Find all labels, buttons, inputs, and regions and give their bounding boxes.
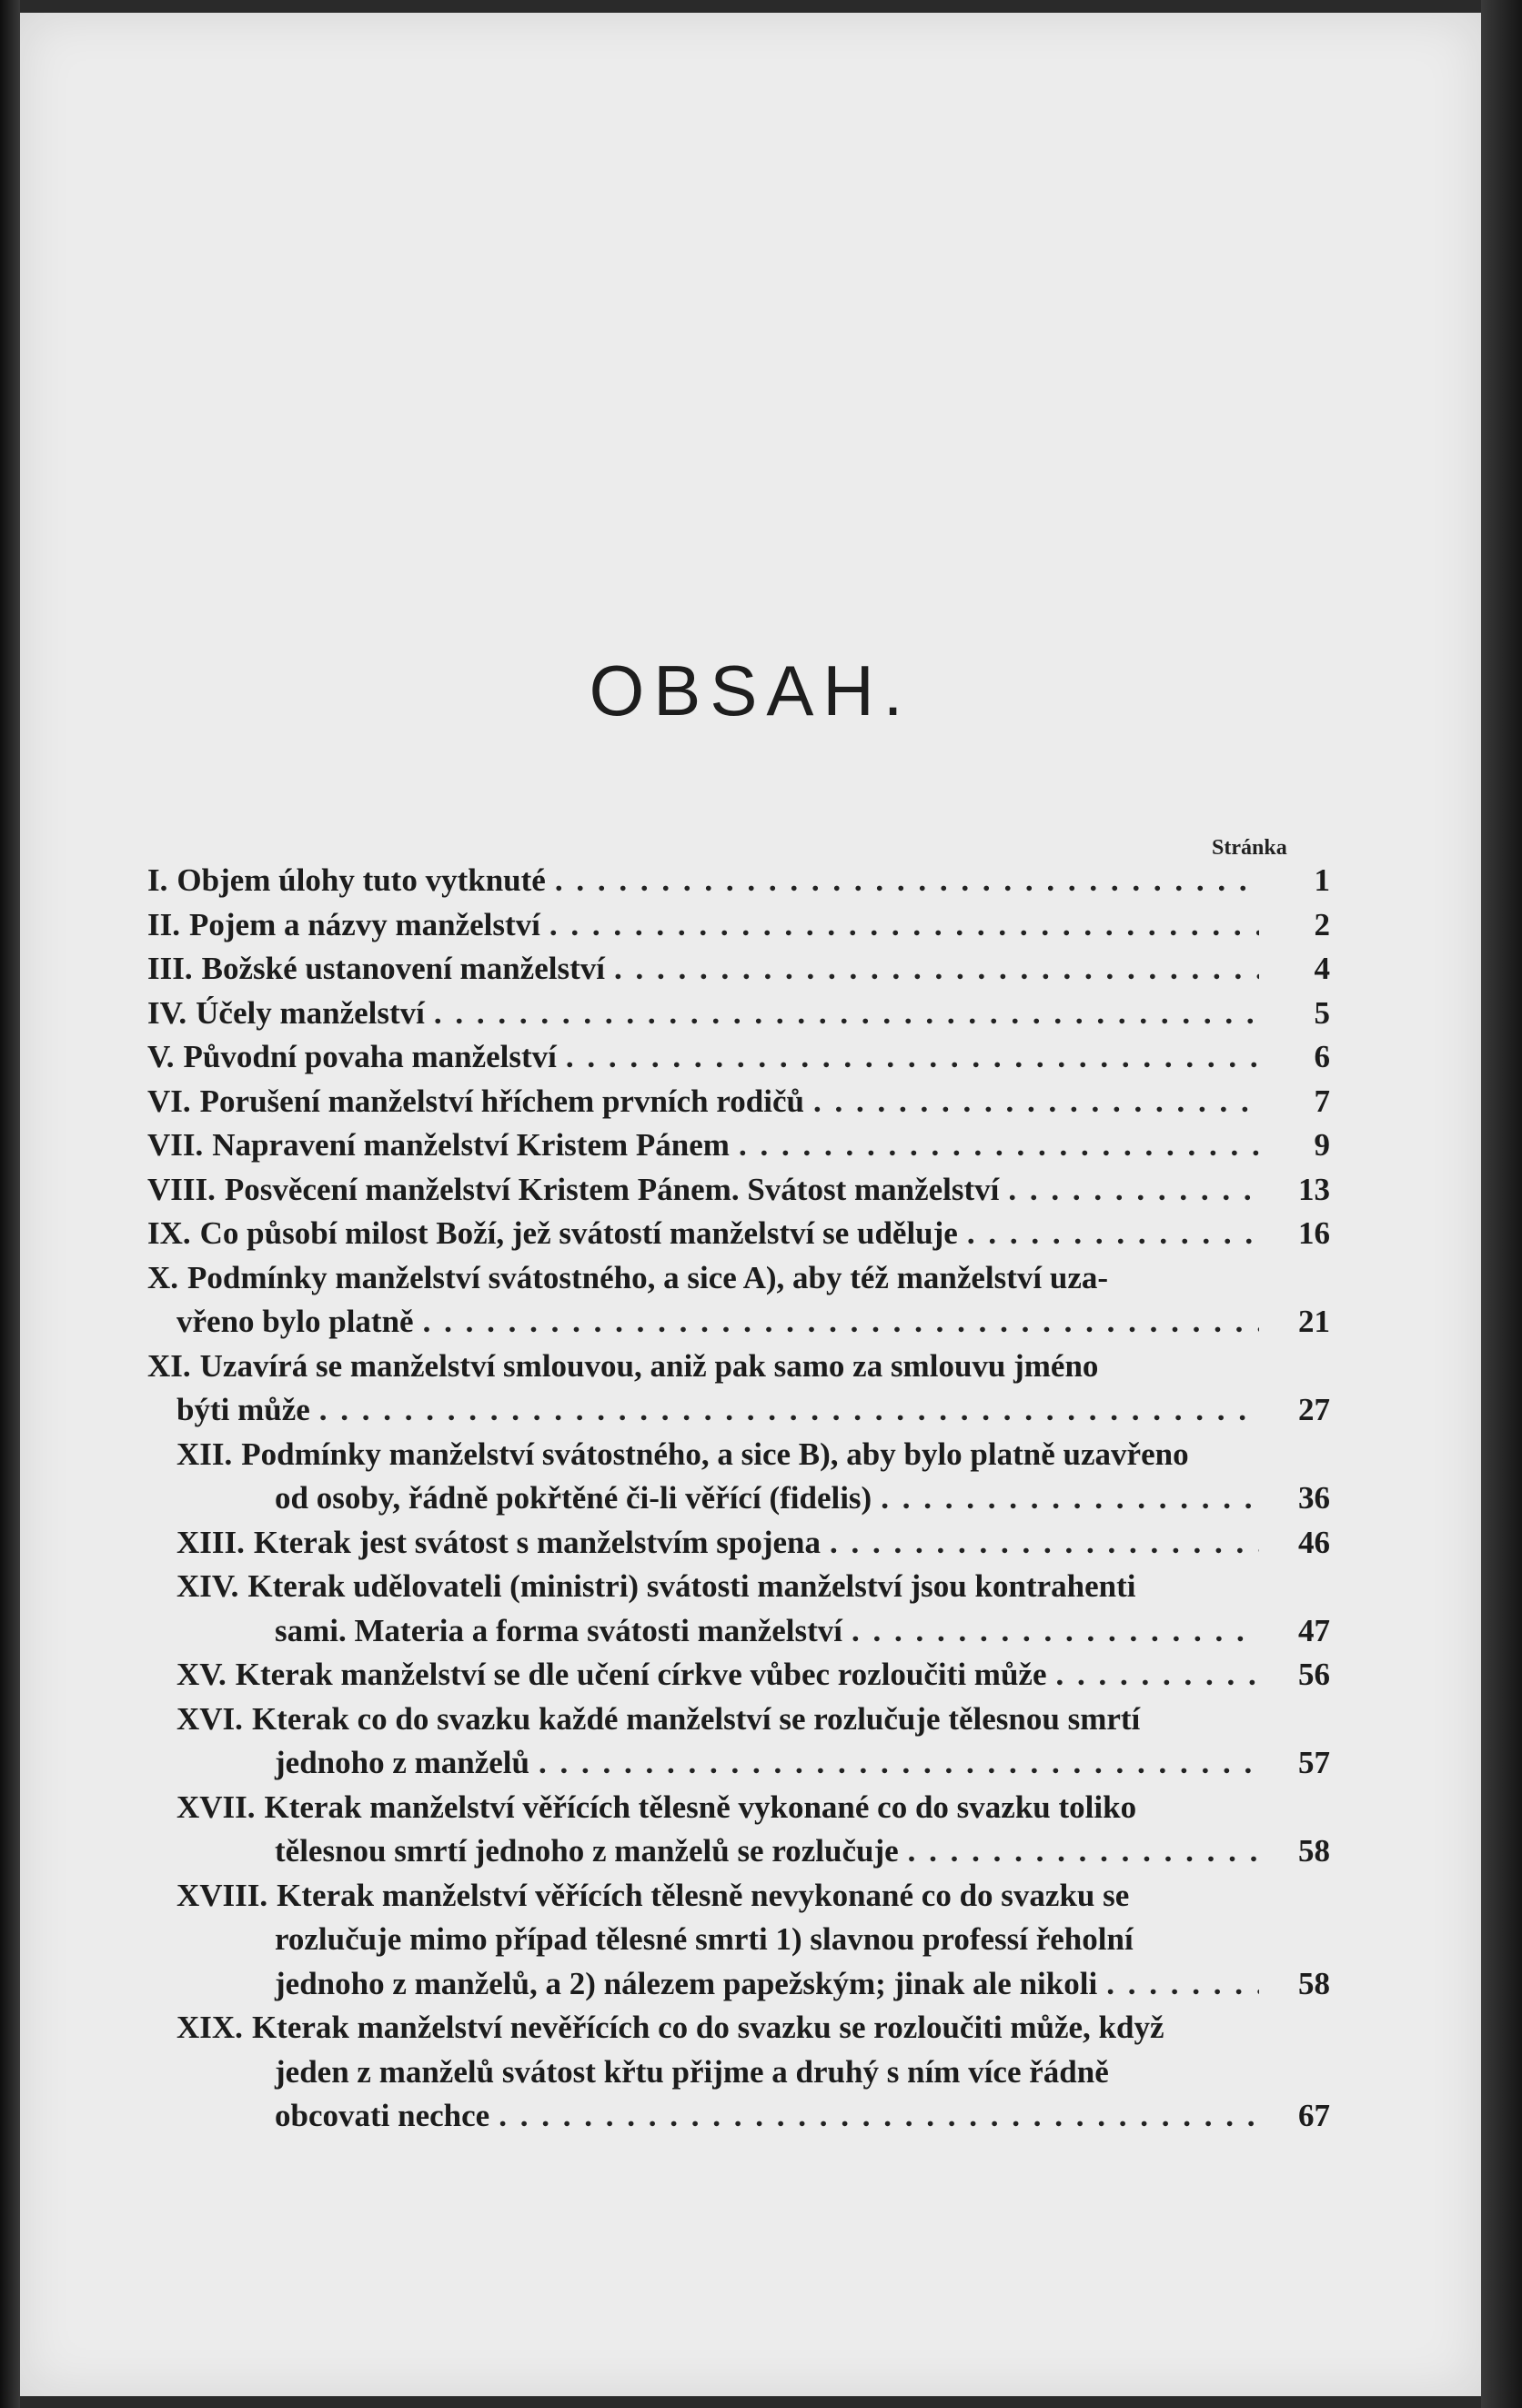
dot-leader <box>967 1212 1259 1256</box>
chapter-number: VIII. <box>147 1171 216 1207</box>
toc-entry-continuation <box>147 1741 1330 1786</box>
toc-entry <box>147 1080 1330 1124</box>
toc-entry-continuation <box>147 1962 1330 2007</box>
chapter-number: XIX. <box>176 2010 243 2045</box>
page-number: 2 <box>1314 906 1330 942</box>
chapter-number: I. <box>147 862 168 898</box>
chapter-title-text: Napravení manželství Kristem Pánem <box>212 1127 730 1163</box>
page-title: OBSAH. <box>589 650 912 730</box>
toc-entry-continuation <box>147 1829 1330 1874</box>
toc-entry <box>147 1256 1330 1345</box>
chapter-number: XIII. <box>176 1524 245 1560</box>
chapter-title-text: Pojem a názvy manželství <box>189 906 540 942</box>
toc-entry-line <box>147 903 1330 948</box>
toc-entry-line <box>147 1212 1330 1256</box>
toc-entry <box>147 1345 1330 1433</box>
toc-entry-continuation <box>147 1476 1330 1521</box>
page-number: 4 <box>1314 951 1330 986</box>
toc-entry <box>147 1653 1330 1698</box>
page-number: 46 <box>1298 1524 1330 1560</box>
page-number: 13 <box>1298 1171 1330 1207</box>
toc-entry <box>147 1698 1330 1786</box>
chapter-title-text: Posvěcení manželství Kristem Pánem. Svátost manželství <box>224 1171 1000 1207</box>
page-number: 58 <box>1298 1965 1330 2001</box>
chapter-number: XII. <box>176 1436 233 1472</box>
toc-entry-line <box>147 859 1330 903</box>
chapter-number: XV. <box>176 1657 227 1692</box>
dot-leader <box>499 2094 1259 2139</box>
dot-leader <box>1106 1962 1259 2007</box>
chapter-title-text: tělesnou smrtí jednoho z manželů se rozlučuje <box>275 1833 899 1869</box>
dot-leader <box>566 1035 1259 1080</box>
toc-entry <box>147 2006 1330 2139</box>
chapter-title-text: Kterak manželství věřících tělesně vykonané co do svazku toliko <box>264 1788 1137 1825</box>
toc-entry-line <box>147 1874 1330 1919</box>
toc-entry <box>147 1123 1330 1168</box>
toc-entry <box>147 1521 1330 1566</box>
page-number: 16 <box>1298 1215 1330 1251</box>
toc-entry <box>147 1874 1330 2007</box>
toc-entry-line <box>147 2006 1330 2050</box>
toc-entry-line <box>147 1698 1330 1742</box>
chapter-title-text: Uzavírá se manželství smlouvou, aniž pak samo za smlouvu jméno <box>199 1347 1099 1384</box>
dot-leader <box>830 1521 1259 1566</box>
page-number: 36 <box>1298 1480 1330 1516</box>
chapter-title-text: obcovati nechce <box>275 2098 490 2133</box>
chapter-number: IX. <box>147 1215 191 1251</box>
chapter-title-text: Kterak manželství se dle učení církve vůbec rozloučiti může <box>235 1657 1047 1692</box>
toc-entry-continuation <box>147 2050 1330 2095</box>
toc-entry-line <box>147 1123 1330 1168</box>
chapter-title-text: Co působí milost Boží, jež svátostí manželství se uděluje <box>199 1215 958 1251</box>
chapter-title-text: od osoby, řádně pokřtěné či-li věřící (fidelis) <box>275 1480 872 1516</box>
scan-right-edge <box>1481 0 1522 2408</box>
toc-entry <box>147 859 1330 903</box>
page-number: 27 <box>1298 1392 1330 1427</box>
chapter-title-text: Porušení manželství hříchem prvních rodičů <box>199 1083 804 1119</box>
dot-leader <box>1055 1653 1259 1698</box>
chapter-title-text: rozlučuje mimo případ tělesné smrti 1) slavnou professí řeholní <box>275 1921 1134 1957</box>
toc-entry-line <box>147 1345 1330 1389</box>
chapter-title-text: Objem úlohy tuto vytknuté <box>176 862 546 898</box>
toc-entry-line <box>147 1433 1330 1477</box>
page-number: 47 <box>1298 1612 1330 1648</box>
chapter-title-text: Božské ustanovení manželství <box>201 951 605 986</box>
chapter-title-text: Podmínky manželství svátostného, a sice B), aby bylo platně uzavřeno <box>241 1436 1189 1472</box>
dot-leader <box>1008 1168 1259 1213</box>
page-number: 57 <box>1298 1745 1330 1780</box>
toc-entry-line <box>147 1565 1330 1609</box>
page-column-header: Stránka <box>1212 836 1287 860</box>
dot-leader <box>549 903 1259 948</box>
toc-entry-continuation <box>147 1918 1330 1962</box>
dot-leader <box>539 1741 1259 1786</box>
chapter-title-text: Kterak jest svátost s manželstvím spojena <box>253 1524 821 1560</box>
toc-entry-continuation <box>147 1300 1330 1345</box>
toc-entry-line <box>147 947 1330 992</box>
page-number: 6 <box>1314 1039 1330 1074</box>
toc-entry <box>147 1035 1330 1080</box>
chapter-number: VI. <box>147 1083 191 1119</box>
page-number: 58 <box>1298 1833 1330 1869</box>
chapter-title-text: Kterak manželství nevěřících co do svazku se rozloučiti může, když <box>251 2010 1164 2045</box>
chapter-number: XVII. <box>176 1788 256 1825</box>
toc-entry-line <box>147 1653 1330 1698</box>
chapter-number: V. <box>147 1039 175 1074</box>
chapter-title-text: vřeno bylo platně <box>176 1304 414 1339</box>
toc-entry-line <box>147 1256 1330 1301</box>
toc-entry-line <box>147 1035 1330 1080</box>
toc-entry-line <box>147 1521 1330 1566</box>
toc-entry <box>147 1433 1330 1521</box>
page-number: 5 <box>1314 994 1330 1031</box>
chapter-title-text: Podmínky manželství svátostného, a sice A), aby též manželství uza- <box>187 1259 1109 1295</box>
chapter-title-text: býti může <box>176 1392 310 1427</box>
chapter-title-text: Kterak udělovateli (ministri) svátosti manželství jsou kontrahenti <box>247 1568 1136 1604</box>
chapter-title-text: jednoho z manželů, a 2) nálezem papežským; jinak ale nikoli <box>275 1965 1098 2001</box>
chapter-number: IV. <box>147 994 187 1031</box>
dot-leader <box>614 947 1259 992</box>
toc-entry <box>147 992 1330 1036</box>
page-number: 9 <box>1314 1127 1330 1163</box>
dot-leader <box>908 1829 1259 1874</box>
dot-leader <box>555 859 1259 903</box>
toc-entry-continuation <box>147 2094 1330 2139</box>
chapter-title-text: Kterak manželství věřících tělesně nevykonané co do svazku se <box>277 1877 1130 1913</box>
dot-leader <box>739 1123 1259 1168</box>
page-number: 56 <box>1298 1657 1330 1692</box>
table-of-contents <box>147 859 1330 2139</box>
chapter-number: III. <box>147 951 193 986</box>
page-number: 7 <box>1314 1083 1330 1119</box>
dot-leader <box>852 1609 1259 1654</box>
toc-entry-continuation <box>147 1388 1330 1433</box>
dot-leader <box>319 1388 1259 1433</box>
toc-entry <box>147 1212 1330 1256</box>
scan-left-edge <box>0 0 20 2408</box>
chapter-number: II. <box>147 906 180 942</box>
chapter-number: X. <box>147 1259 179 1295</box>
toc-entry-line <box>147 1168 1330 1213</box>
toc-entry-line <box>147 1786 1330 1830</box>
toc-entry-line <box>147 992 1330 1036</box>
dot-leader <box>881 1476 1259 1521</box>
toc-entry <box>147 903 1330 948</box>
toc-entry <box>147 1168 1330 1213</box>
chapter-number: VII. <box>147 1127 204 1163</box>
chapter-title-text: jeden z manželů svátost křtu přijme a druhý s ním více řádně <box>275 2053 1109 2090</box>
toc-entry-line <box>147 1080 1330 1124</box>
dot-leader <box>813 1080 1259 1124</box>
book-page <box>20 13 1481 2396</box>
toc-entry <box>147 1786 1330 1874</box>
chapter-title-text: sami. Materia a forma svátosti manželství <box>275 1612 843 1648</box>
chapter-title-text: Původní povaha manželství <box>183 1039 557 1074</box>
page-number: 1 <box>1314 862 1330 898</box>
dot-leader <box>423 1300 1259 1345</box>
toc-entry-continuation <box>147 1609 1330 1654</box>
toc-entry <box>147 1565 1330 1653</box>
page-number: 21 <box>1298 1304 1330 1339</box>
chapter-number: XIV. <box>176 1568 239 1604</box>
chapter-number: XVI. <box>176 1700 243 1737</box>
page-number: 67 <box>1298 2098 1330 2133</box>
chapter-number: XVIII. <box>176 1877 268 1913</box>
chapter-title-text: Kterak co do svazku každé manželství se rozlučuje tělesnou smrtí <box>251 1700 1141 1737</box>
toc-entry <box>147 947 1330 992</box>
dot-leader <box>434 992 1259 1036</box>
chapter-title-text: jednoho z manželů <box>275 1745 529 1780</box>
chapter-number: XI. <box>147 1347 191 1384</box>
chapter-title-text: Účely manželství <box>196 994 425 1031</box>
